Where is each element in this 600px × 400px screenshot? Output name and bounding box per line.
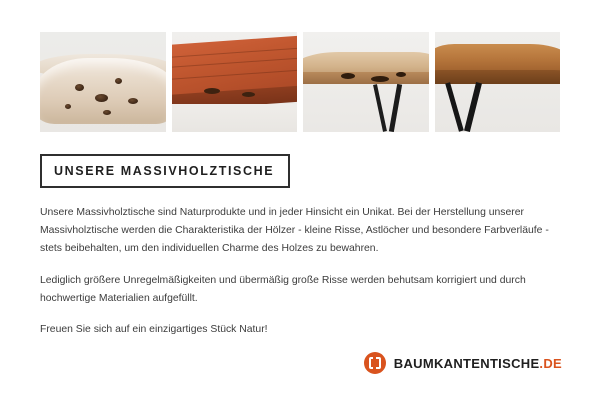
knot-hole-icon [371,76,389,82]
knot-hole-icon [341,73,355,79]
knot-hole-icon [128,98,138,104]
table-leg-shape [464,82,482,132]
gallery-image-1 [40,32,166,132]
table-mark-icon [364,352,386,374]
gallery-image-2 [172,32,298,132]
paragraph-2: Lediglich größere Unregelmäßigkeiten und übermäßig große Risse werden behutsam korrigiert und durch hochwertige Materialien aufgefüllt. [40,274,526,304]
paragraph-3: Freuen Sie sich auf ein einzigartiges Stück Natur! [40,324,268,336]
knot-hole-icon [242,92,255,97]
live-edge-shape [303,72,429,84]
content-area [0,132,600,339]
brand-name [394,356,562,371]
body-copy [40,204,560,339]
slab-body-shape [40,58,166,124]
table-leg-shape [389,84,402,132]
brand-name-text: BAUMKANTENTISCHE [393,355,540,371]
headline-box [40,154,290,188]
knot-hole-icon [396,72,406,77]
brand-tld-text: .DE [539,355,562,371]
image-gallery [0,0,600,132]
page-title: UNSERE MASSIVHOLZTISCHE [54,164,275,178]
live-edge-shape [435,70,561,84]
table-leg-shape [373,84,387,132]
gallery-image-4 [435,32,561,132]
knot-hole-icon [103,110,111,115]
brand-logo[interactable] [364,352,562,374]
background-shape [172,104,298,132]
gallery-image-3 [303,32,429,132]
table-leg-shape [445,82,464,131]
knot-hole-icon [204,88,220,94]
paragraph-1: Unsere Massivholztische sind Naturprodukte und in jeder Hinsicht ein Unikat. Bei der Herstellung unserer Massivholztische werden die Charakteristika der Hölzer - kleine Risse, Astlöcher und besondere Farbverläufe - stets beibehalten, um den individuellen Charme des Holzes zu bewahren. [40,207,549,254]
